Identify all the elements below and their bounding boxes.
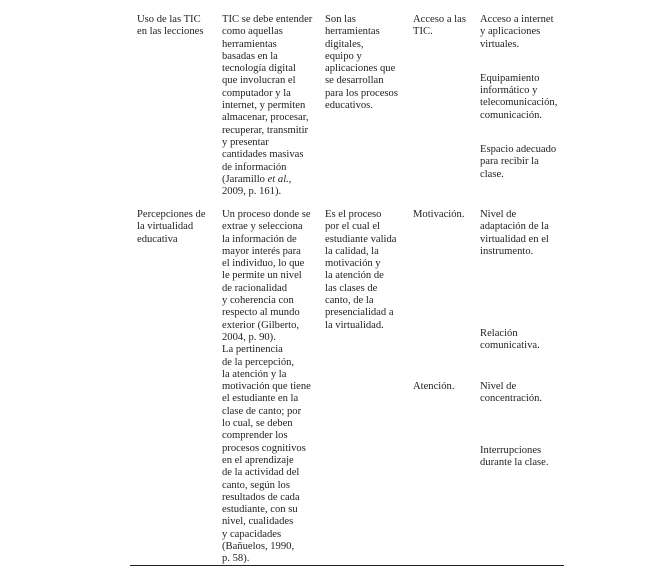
row2-dimension-2 [413, 381, 477, 393]
row2-indicator-3: Nivel de concentración. [480, 381, 543, 405]
row2-indicators-c [480, 381, 570, 406]
row2-definition [222, 209, 322, 566]
row2-operational [325, 209, 409, 332]
row1-definition-text: TIC se debe entender como aquellas herramientas basadas en la tecnología digital que involucran el computador y la internet, y permiten almacenar, procesar, recuperar, transmitir y presentar cantidades masivas de información (Jaramillo et al., 2009, p. 161). [222, 14, 313, 198]
row1-indicator-1: Acceso a internet y aplicaciones virtuales. [480, 14, 554, 50]
row2-indicators-b [480, 328, 570, 353]
row1-indicator-2: Equipamiento informático y telecomunicación, comunicación. [480, 72, 558, 121]
row2-category-text: Percepciones de la virtualidad educativa [137, 209, 206, 245]
row1-indicators [480, 14, 570, 181]
row2-definition-cont-text: La pertinencia de la percepción, la atención y la motivación que tiene el estudiante en la clase de canto; por lo cual, se deben comprender los procesos cognitivos en el aprendizaje de la actividad del canto, según los resultados de cada estudiante, con su nivel, cualidades y capacidades (Bañuelos, 1990, p. 58). [222, 344, 311, 565]
row2-indicator-1: Nivel de adaptación de la virtualidad en el instrumento. [480, 209, 549, 257]
et-al-italic: et al. [267, 173, 289, 185]
row2-dimension-1 [413, 209, 477, 221]
row1-dimension-text: Acceso a las TIC. [413, 14, 466, 38]
row1-operational-text: Son las herramientas digitales, equipo y aplicaciones que se desarrollan para los procesos educativos. [325, 14, 398, 112]
row1-dimension [413, 14, 477, 39]
row1-operational [325, 14, 409, 112]
row1-definition [222, 14, 322, 198]
row2-indicators-a [480, 209, 570, 258]
row1-category [137, 14, 217, 39]
row2-operational-text: Es el proceso por el cual el estudiante valida la calidad, la motivación y la atención de las clases de canto, de la presencialidad a la virtualidad. [325, 209, 397, 331]
row2-indicator-4: Interrupciones durante la clase. [480, 445, 549, 469]
row2-category [137, 209, 217, 246]
row2-dimension-1-text: Motivación. [413, 209, 465, 220]
row2-indicators-d [480, 445, 570, 470]
row2-indicator-2: Relación comunicativa. [480, 328, 540, 352]
row2-dimension-2-text: Atención. [413, 381, 455, 392]
row1-indicator-3: Espacio adecuado para recibir la clase. [480, 144, 557, 180]
row1-category-text: Uso de las TIC en las lecciones [137, 14, 204, 38]
table-bottom-rule [130, 565, 564, 566]
row2-definition-text: Un proceso donde se extrae y selecciona la información de mayor interés para el individuo, lo que le permite un nivel de racionalidad y coherencia con respecto al mundo exterior (Gilberto, 2004, p. 90). [222, 209, 311, 343]
